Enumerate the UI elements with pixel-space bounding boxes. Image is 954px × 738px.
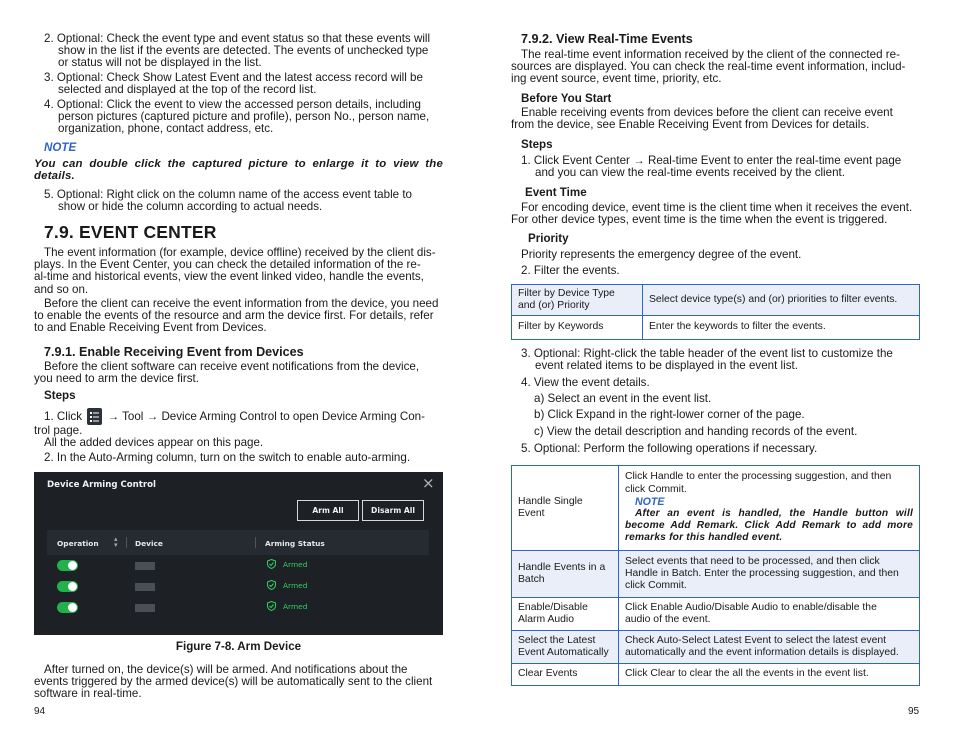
line: ing event source, event time, priority, etc. (511, 72, 722, 86)
close-icon[interactable]: × (422, 474, 435, 492)
line: to enable the events of the resource and arm the device first. For details, refer (34, 309, 434, 323)
table-cell: Enter the keywords to filter the events. (643, 316, 920, 340)
line: Alarm Audio (518, 614, 575, 625)
step-text: 1. Click (44, 410, 83, 423)
column-header[interactable]: Arming Status (265, 539, 325, 548)
line: 3. Optional: Right-click the table header of the event list to customize the (521, 347, 893, 360)
step-text: Real-time Event to enter the real-time event page (647, 154, 902, 167)
line: from the device, see Enable Receiving Event from Devices for details. (511, 118, 870, 132)
line: to and Enable Receiving Event from Devices. (34, 321, 267, 335)
arming-toggle[interactable] (57, 602, 78, 613)
table-row (512, 551, 920, 598)
table-cell: Select device type(s) and (or) priorities to filter events. (643, 285, 920, 316)
table-row (512, 598, 920, 631)
line: Click Handle to enter the processing suggestion, and then (625, 471, 892, 483)
arming-toggle[interactable] (57, 581, 78, 592)
priority-label: Priority (528, 232, 569, 245)
line: event related items to be displayed in the event list. (535, 359, 798, 373)
list-item (44, 99, 429, 136)
arming-status (267, 601, 307, 611)
status-text: Armed (283, 581, 308, 590)
arm-all-button[interactable]: Arm All (297, 500, 359, 521)
subsection-title: 7.9.2. View Real-Time Events (521, 32, 693, 46)
paragraph (34, 664, 432, 701)
line: Check Auto-Select Latest Event to select the latest event (625, 634, 887, 646)
column-divider (255, 537, 256, 548)
note-label: NOTE (44, 141, 77, 154)
line: 3. Optional: Check Show Latest Event and the latest access record will be (44, 71, 423, 84)
paragraph: Priority represents the emergency degree of the event. (521, 248, 802, 261)
note-text: remarks for this handled event. (625, 532, 783, 544)
table-cell (512, 285, 643, 316)
line: Handle in Batch. Enter the processing suggestion, and then (625, 567, 899, 579)
line: Handle Single (518, 495, 583, 507)
line: Select events that need to be processed, and then click (625, 555, 880, 567)
operations-table (511, 465, 920, 686)
device-name-redacted (135, 562, 155, 570)
device-name-redacted (135, 604, 155, 612)
line: Filter by Device Type (518, 287, 615, 299)
line: details. (34, 170, 75, 183)
table-row (47, 597, 429, 619)
list-item (44, 33, 430, 70)
line: Event (518, 508, 545, 519)
table-header (47, 530, 429, 555)
note-label: NOTE (635, 495, 665, 508)
line: Handle Events in a (518, 561, 606, 573)
table-cell (619, 598, 920, 631)
line: Click Enable Audio/Disable Audio to enable/disable the (625, 601, 877, 613)
list-item (44, 189, 412, 213)
step-4c: c) View the detail description and handing records of the event. (534, 425, 858, 438)
step-4: 4. View the event details. (521, 376, 650, 389)
shield-icon (267, 559, 276, 569)
table-cell (512, 598, 619, 631)
line: and so on. (34, 282, 89, 296)
step-4a: a) Select an event in the event list. (534, 392, 712, 405)
line: click Commit. (625, 580, 687, 592)
line: show in the list if the events are detected. The events of unchecked type (58, 44, 429, 58)
table-cell (512, 466, 619, 551)
line: plays. In the Event Center, you can check the detailed information of the re- (34, 258, 421, 272)
event-time-label: Event Time (525, 186, 587, 199)
arming-status (267, 559, 307, 569)
filter-table (511, 284, 920, 340)
table-cell (619, 631, 920, 664)
line: click Commit. (625, 483, 687, 495)
table-cell (619, 466, 920, 551)
device-name-redacted (135, 583, 155, 591)
line: audio of the event. (625, 614, 711, 625)
table-row (47, 576, 429, 598)
paragraph (511, 49, 905, 86)
line: Select the Latest (518, 634, 596, 646)
line: and you can view the real-time events received by the client. (535, 166, 845, 180)
device-arming-control-window (34, 472, 443, 635)
step-2: 2. In the Auto-Arming column, turn on the switch to enable auto-arming. (44, 451, 411, 464)
line: The event information (for example, device offline) received by the client dis- (44, 246, 436, 259)
line: Enable/Disable (518, 601, 588, 613)
line: Event Automatically (518, 647, 609, 658)
note-text (34, 158, 443, 183)
column-divider (126, 537, 127, 548)
table-row (512, 631, 920, 664)
list-item (44, 72, 423, 96)
table-row (512, 664, 920, 686)
menu-list-icon[interactable] (87, 408, 102, 425)
paragraph (34, 247, 436, 296)
status-text: Armed (283, 602, 308, 611)
line: organization, phone, contact address, etc. (58, 122, 274, 136)
line: al-time and historical events, view the event linked video, handle the events, (34, 270, 424, 284)
step-text: Device Arming Control to open Device Arming Con- (161, 410, 425, 423)
line: Enable receiving events from devices before the client can receive event (521, 106, 893, 119)
before-you-start-label: Before You Start (521, 92, 612, 105)
line: For encoding device, event time is the client time when it receives the event. (521, 201, 913, 214)
line: events triggered by the armed device(s) will be automatically sent to the client (34, 675, 433, 689)
line: software in real-time. (34, 687, 142, 701)
arming-status (267, 580, 307, 590)
steps-label: Steps (521, 138, 553, 151)
paragraph (511, 107, 893, 131)
paragraph (34, 298, 438, 335)
line: show or hide the column according to actual needs. (58, 200, 323, 214)
line: selected and displayed at the top of the record list. (58, 83, 317, 97)
note-text: After an event is handled, the Handle button will (635, 508, 913, 519)
line: The real-time event information received by the client of the connected re- (521, 48, 900, 61)
line: You can double click the captured picture to enlarge it to view the (34, 158, 443, 170)
step-5: 5. Optional: Perform the following operations if necessary. (521, 442, 818, 455)
disarm-all-button[interactable]: Disarm All (362, 500, 424, 521)
line: Batch (518, 574, 545, 585)
shield-icon (267, 580, 276, 590)
sort-icon[interactable]: ▴ ▾ (114, 535, 118, 549)
page-number: 94 (34, 706, 46, 717)
line: and (or) Priority (518, 300, 590, 311)
note-text: become Add Remark. Click Add Remark to add more (625, 520, 913, 532)
line: person pictures (captured picture and profile), person No., person name, (58, 110, 430, 124)
line: you need to arm the device first. (34, 372, 199, 386)
line: After turned on, the device(s) will be armed. And notifications about the (44, 663, 408, 676)
table-cell: Clear Events (512, 664, 619, 686)
line: 5. Optional: Right click on the column name of the access event table to (44, 188, 412, 201)
line: 4. Optional: Click the event to view the accessed person details, including (44, 98, 422, 111)
step-1 (521, 155, 901, 179)
section-title: 7.9. EVENT CENTER (44, 222, 217, 242)
paragraph (511, 202, 912, 226)
step-4b: b) Click Expand in the right-lower corner of the page. (534, 408, 805, 421)
line: 2. Optional: Check the event type and event status so that these events will (44, 32, 431, 45)
step-text: Tool (122, 410, 144, 423)
table-row (512, 316, 920, 340)
line: Before the client can receive the event information from the device, you need (44, 297, 439, 310)
figure-caption: Figure 7-8. Arm Device (175, 640, 302, 653)
line: For other device types, event time is the time when the event is triggered. (511, 213, 888, 227)
steps-label: Steps (44, 389, 76, 402)
column-header[interactable]: Operation (57, 539, 99, 548)
line: automatically and the event information details is displayed. (625, 647, 899, 658)
table-row (47, 555, 429, 577)
column-header[interactable]: Device (135, 539, 163, 548)
table-cell: Filter by Keywords (512, 316, 643, 340)
step-1 (34, 408, 425, 437)
arming-toggle[interactable] (57, 560, 78, 571)
table-row (512, 285, 920, 316)
table-cell (512, 631, 619, 664)
table-row (512, 466, 920, 551)
window-title: Device Arming Control (47, 480, 156, 490)
status-text: Armed (283, 560, 308, 569)
line: sources are displayed. You can check the real-time event information, includ- (511, 60, 906, 74)
line: trol page. (34, 424, 83, 437)
page-number: 95 (908, 706, 920, 717)
shield-icon (267, 601, 276, 611)
subsection-title: 7.9.1. Enable Receiving Event from Devices (44, 345, 304, 359)
arrow-icon: → (107, 410, 120, 423)
line: Before the client software can receive event notifications from the device, (44, 360, 420, 373)
table-cell (512, 551, 619, 598)
step-text: 1. Click Event Center (521, 154, 630, 167)
step-3 (521, 348, 893, 372)
arrow-icon: → (633, 154, 645, 167)
table-cell (619, 551, 920, 598)
step-2: 2. Filter the events. (521, 264, 620, 277)
step-note: All the added devices appear on this page. (44, 436, 264, 449)
arrow-icon: → (146, 410, 159, 423)
right-page (477, 0, 954, 738)
paragraph (34, 361, 419, 385)
table-cell: Click Clear to clear the all the events in the event list. (619, 664, 920, 686)
line: or status will not be displayed in the list. (58, 56, 262, 70)
